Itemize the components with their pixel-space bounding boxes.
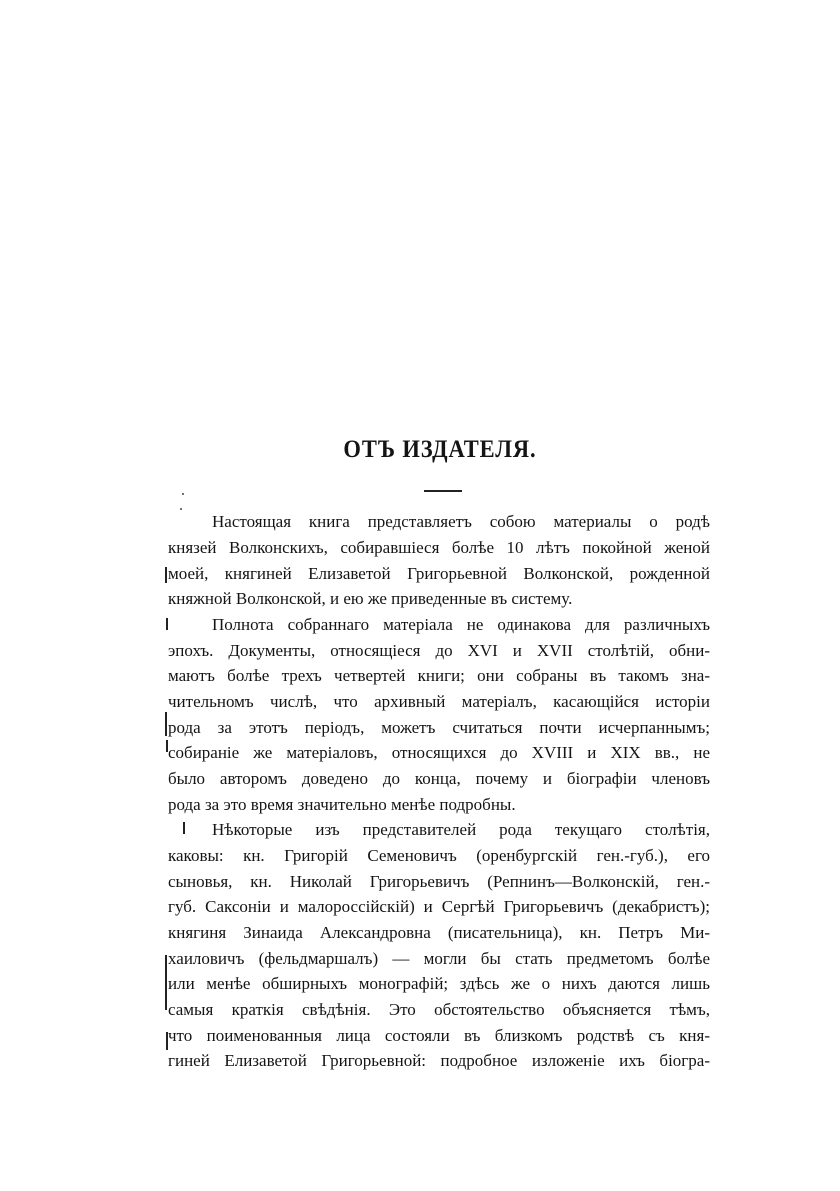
text-line: губ. Саксоніи и малороссійскій) и Сергѣй Григорьевичъ (декабристъ); [168, 897, 710, 916]
margin-mark [165, 567, 167, 583]
text-line: хаиловичъ (фельдмаршалъ) — могли бы стать предметомъ болѣе [168, 949, 710, 968]
text-line: что поименованныя лица состояли въ близкомъ родствѣ съ кня- [168, 1026, 710, 1045]
margin-mark [183, 822, 185, 834]
text-line: маютъ болѣе трехъ четвертей книги; они собраны въ такомъ зна- [168, 666, 710, 685]
text-line: или менѣе обширныхъ монографій; здѣсь же о нихъ даются лишь [168, 974, 710, 993]
title-rule [424, 490, 462, 492]
text-line: эпохъ. Документы, относящіеся до XVI и XVII столѣтій, обни- [168, 641, 710, 660]
text-line: гиней Елизаветой Григорьевной: подробное изложеніе ихъ біогра- [168, 1051, 710, 1070]
text-line: княгиня Зинаида Александровна (писательница), кн. Петръ Ми- [168, 923, 710, 942]
scan-speck [180, 508, 182, 510]
text-line: каковы: кн. Григорій Семеновичъ (оренбургскій ген.-губ.), его [168, 846, 710, 865]
text-line: собираніе же матеріаловъ, относящихся до XVIII и XIX вв., не [168, 743, 710, 762]
margin-mark [166, 618, 168, 630]
text-line: Настоящая книга представляетъ собою материалы о родѣ [212, 512, 710, 531]
text-line: самыя краткія свѣдѣнія. Это обстоятельство объясняется тѣмъ, [168, 1000, 710, 1019]
text-line: моей, княгиней Елизаветой Григорьевной Волконской, рожденной [168, 564, 710, 583]
text-line: чительномъ числѣ, что архивный матеріалъ, касающійся исторіи [168, 692, 710, 711]
margin-mark [165, 712, 167, 736]
text-line: было авторомъ доведено до конца, почему и біографіи членовъ [168, 769, 710, 788]
text-line: рода за этотъ періодъ, можетъ считаться почти исчерпаннымъ; [168, 718, 710, 737]
margin-mark [166, 1032, 168, 1050]
page-title: ОТЪ ИЗДАТЕЛЯ. [343, 436, 537, 463]
text-line: рода за это время значительно менѣе подробны. [168, 795, 516, 814]
scan-speck [182, 493, 184, 495]
text-line: Нѣкоторые изъ представителей рода текущаго столѣтія, [212, 820, 710, 839]
text-line: Полнота собраннаго матеріала не одинакова для различныхъ [212, 615, 710, 634]
text-line: сыновья, кн. Николай Григорьевичъ (Репнинъ—Волконскій, ген.- [168, 872, 710, 891]
text-line: княжной Волконской, и ею же приведенные въ систему. [168, 589, 573, 608]
margin-mark [165, 955, 167, 1010]
text-line: князей Волконскихъ, собиравшіеся болѣе 10 лѣтъ покойной женой [168, 538, 710, 557]
margin-mark [166, 740, 168, 752]
